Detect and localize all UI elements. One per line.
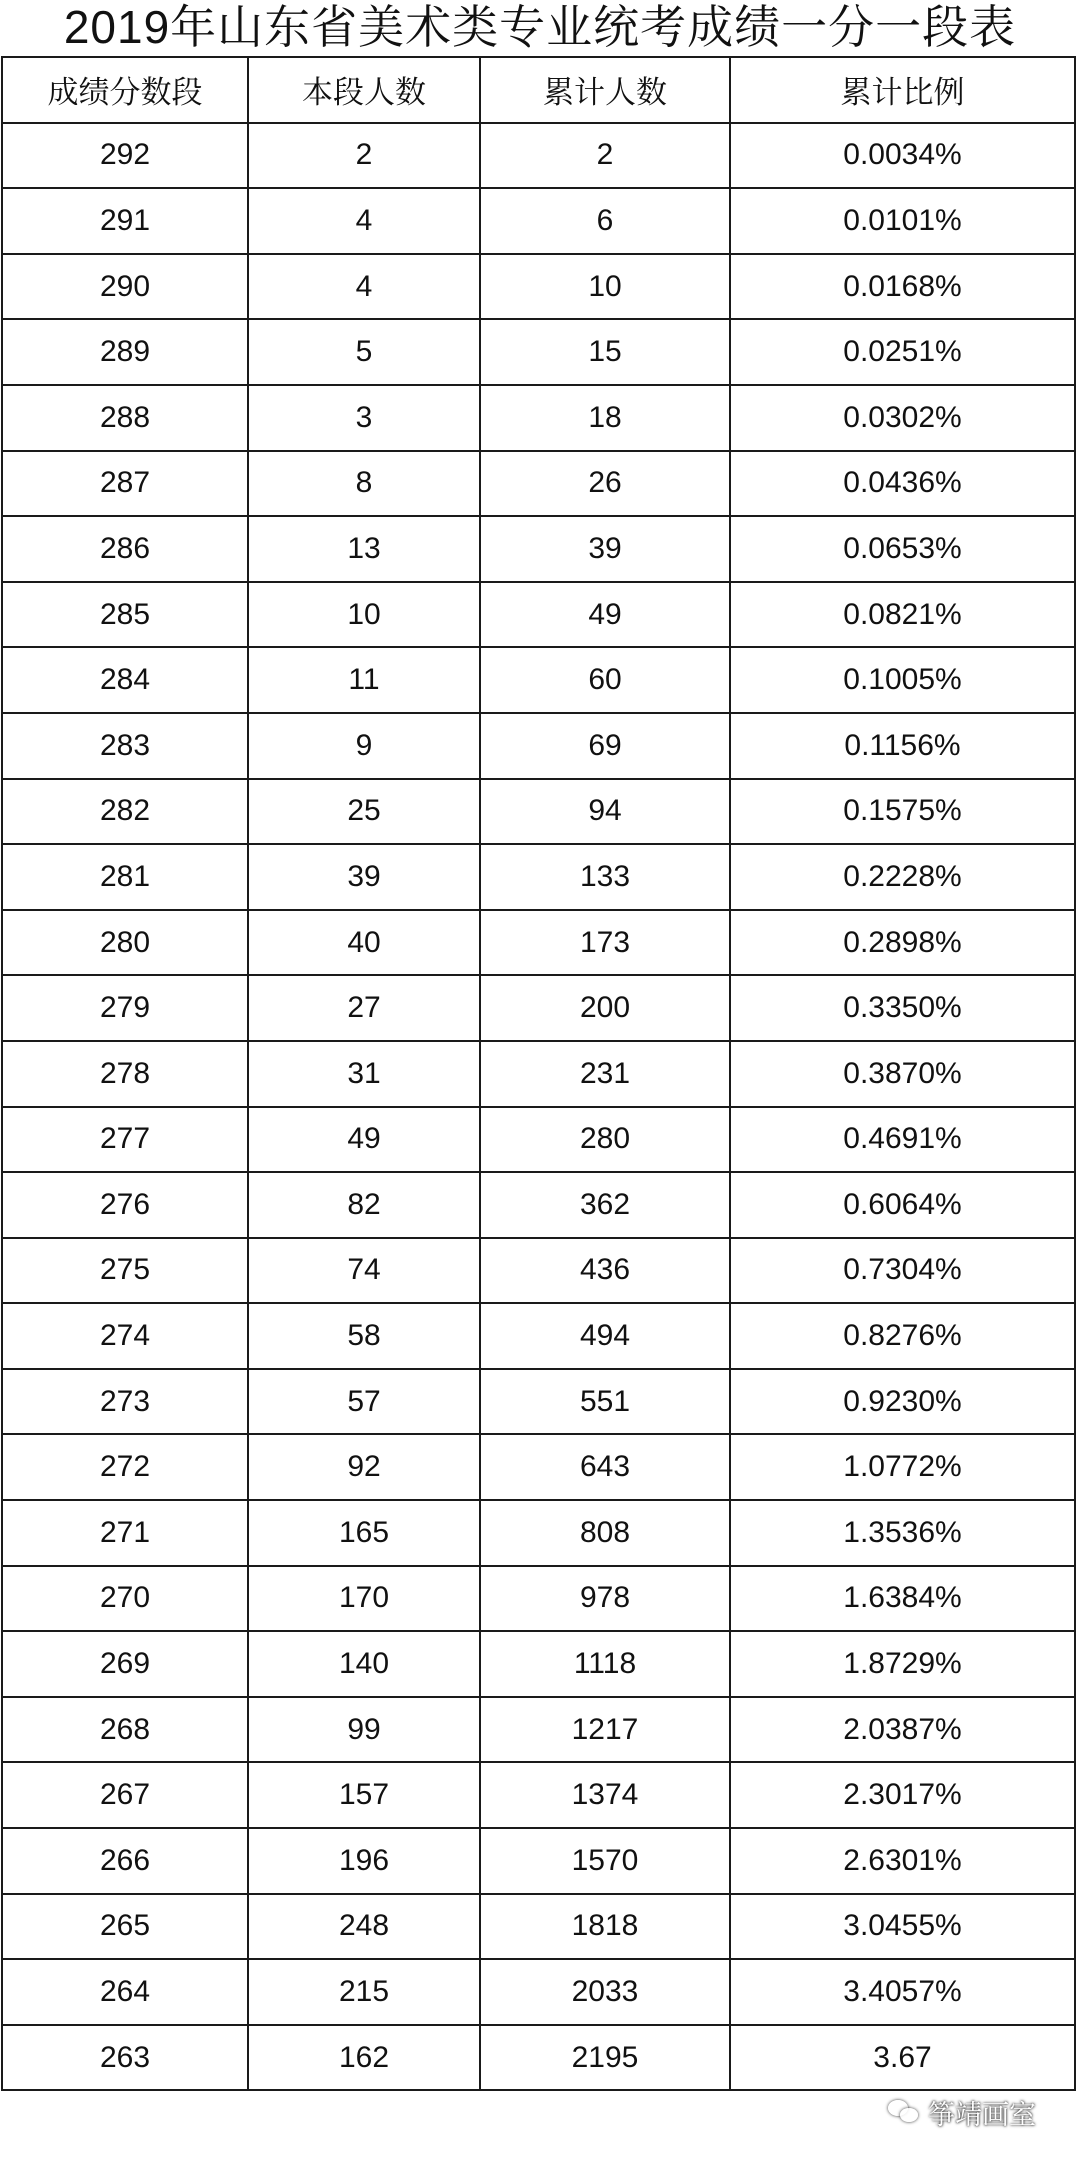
cell-segment-count: 170 bbox=[248, 1566, 480, 1632]
cell-cumulative-ratio: 0.0101% bbox=[730, 188, 1075, 254]
cell-segment-count: 10 bbox=[248, 582, 480, 648]
cell-cumulative-count: 10 bbox=[480, 254, 730, 320]
table-row bbox=[2, 1566, 1075, 1632]
cell-segment-count: 92 bbox=[248, 1434, 480, 1500]
cell-score: 285 bbox=[2, 582, 248, 648]
score-distribution-table bbox=[1, 56, 1076, 2091]
cell-cumulative-ratio: 0.3870% bbox=[730, 1041, 1075, 1107]
cell-segment-count: 82 bbox=[248, 1172, 480, 1238]
cell-cumulative-ratio: 1.3536% bbox=[730, 1500, 1075, 1566]
table-row bbox=[2, 1172, 1075, 1238]
cell-segment-count: 40 bbox=[248, 910, 480, 976]
cell-cumulative-count: 551 bbox=[480, 1369, 730, 1435]
cell-cumulative-ratio: 1.6384% bbox=[730, 1566, 1075, 1632]
cell-cumulative-count: 643 bbox=[480, 1434, 730, 1500]
header-row bbox=[2, 57, 1075, 123]
table-row bbox=[2, 1500, 1075, 1566]
cell-cumulative-ratio: 0.9230% bbox=[730, 1369, 1075, 1435]
cell-score: 291 bbox=[2, 188, 248, 254]
cell-cumulative-ratio: 3.0455% bbox=[730, 1894, 1075, 1960]
cell-cumulative-count: 1217 bbox=[480, 1697, 730, 1763]
cell-score: 277 bbox=[2, 1107, 248, 1173]
table-row bbox=[2, 975, 1075, 1041]
table-row bbox=[2, 844, 1075, 910]
cell-cumulative-ratio: 1.0772% bbox=[730, 1434, 1075, 1500]
cell-cumulative-count: 362 bbox=[480, 1172, 730, 1238]
cell-score: 288 bbox=[2, 385, 248, 451]
cell-score: 281 bbox=[2, 844, 248, 910]
cell-cumulative-count: 1374 bbox=[480, 1762, 730, 1828]
cell-segment-count: 57 bbox=[248, 1369, 480, 1435]
cell-cumulative-count: 231 bbox=[480, 1041, 730, 1107]
cell-segment-count: 162 bbox=[248, 2025, 480, 2091]
table-row bbox=[2, 1303, 1075, 1369]
cell-cumulative-count: 15 bbox=[480, 319, 730, 385]
table-row bbox=[2, 1631, 1075, 1697]
cell-cumulative-ratio: 0.0302% bbox=[730, 385, 1075, 451]
cell-score: 283 bbox=[2, 713, 248, 779]
cell-cumulative-count: 1570 bbox=[480, 1828, 730, 1894]
table-row bbox=[2, 779, 1075, 845]
cell-cumulative-ratio: 0.0821% bbox=[730, 582, 1075, 648]
table-row bbox=[2, 385, 1075, 451]
cell-score: 273 bbox=[2, 1369, 248, 1435]
cell-cumulative-ratio: 0.7304% bbox=[730, 1238, 1075, 1304]
cell-score: 276 bbox=[2, 1172, 248, 1238]
cell-cumulative-count: 978 bbox=[480, 1566, 730, 1632]
cell-score: 274 bbox=[2, 1303, 248, 1369]
cell-segment-count: 31 bbox=[248, 1041, 480, 1107]
table-row bbox=[2, 451, 1075, 517]
cell-cumulative-ratio: 0.0653% bbox=[730, 516, 1075, 582]
cell-cumulative-count: 808 bbox=[480, 1500, 730, 1566]
cell-score: 282 bbox=[2, 779, 248, 845]
cell-segment-count: 4 bbox=[248, 188, 480, 254]
cell-cumulative-ratio: 0.0251% bbox=[730, 319, 1075, 385]
cell-score: 263 bbox=[2, 2025, 248, 2091]
table-row bbox=[2, 713, 1075, 779]
cell-cumulative-count: 173 bbox=[480, 910, 730, 976]
table-row bbox=[2, 582, 1075, 648]
cell-cumulative-ratio: 0.0436% bbox=[730, 451, 1075, 517]
table-row bbox=[2, 319, 1075, 385]
table-row bbox=[2, 188, 1075, 254]
cell-cumulative-count: 133 bbox=[480, 844, 730, 910]
cell-segment-count: 9 bbox=[248, 713, 480, 779]
cell-cumulative-ratio: 0.2898% bbox=[730, 910, 1075, 976]
cell-segment-count: 25 bbox=[248, 779, 480, 845]
cell-score: 292 bbox=[2, 123, 248, 189]
cell-score: 287 bbox=[2, 451, 248, 517]
cell-cumulative-count: 39 bbox=[480, 516, 730, 582]
cell-cumulative-ratio: 3.67 bbox=[730, 2025, 1075, 2091]
table-row bbox=[2, 123, 1075, 189]
cell-cumulative-ratio: 0.4691% bbox=[730, 1107, 1075, 1173]
cell-segment-count: 140 bbox=[248, 1631, 480, 1697]
cell-score: 286 bbox=[2, 516, 248, 582]
cell-score: 284 bbox=[2, 647, 248, 713]
cell-score: 272 bbox=[2, 1434, 248, 1500]
cell-segment-count: 3 bbox=[248, 385, 480, 451]
table-row bbox=[2, 1828, 1075, 1894]
cell-cumulative-ratio: 2.6301% bbox=[730, 1828, 1075, 1894]
cell-cumulative-ratio: 0.3350% bbox=[730, 975, 1075, 1041]
cell-cumulative-count: 18 bbox=[480, 385, 730, 451]
watermark bbox=[880, 2092, 1044, 2132]
table-row bbox=[2, 1762, 1075, 1828]
cell-score: 271 bbox=[2, 1500, 248, 1566]
cell-segment-count: 2 bbox=[248, 123, 480, 189]
cell-cumulative-ratio: 1.8729% bbox=[730, 1631, 1075, 1697]
cell-cumulative-ratio: 0.1005% bbox=[730, 647, 1075, 713]
table-row bbox=[2, 1697, 1075, 1763]
cell-cumulative-count: 436 bbox=[480, 1238, 730, 1304]
cell-cumulative-count: 94 bbox=[480, 779, 730, 845]
cell-segment-count: 13 bbox=[248, 516, 480, 582]
cell-cumulative-ratio: 0.0034% bbox=[730, 123, 1075, 189]
table-row bbox=[2, 254, 1075, 320]
cell-score: 267 bbox=[2, 1762, 248, 1828]
table-row bbox=[2, 910, 1075, 976]
cell-cumulative-count: 200 bbox=[480, 975, 730, 1041]
cell-score: 278 bbox=[2, 1041, 248, 1107]
cell-cumulative-count: 2 bbox=[480, 123, 730, 189]
wechat-icon bbox=[888, 2098, 922, 2126]
cell-segment-count: 99 bbox=[248, 1697, 480, 1763]
cell-score: 279 bbox=[2, 975, 248, 1041]
cell-segment-count: 49 bbox=[248, 1107, 480, 1173]
cell-cumulative-ratio: 0.6064% bbox=[730, 1172, 1075, 1238]
cell-score: 266 bbox=[2, 1828, 248, 1894]
cell-segment-count: 39 bbox=[248, 844, 480, 910]
cell-score: 289 bbox=[2, 319, 248, 385]
header-score-range: 成绩分数段 bbox=[2, 57, 248, 123]
cell-cumulative-count: 1818 bbox=[480, 1894, 730, 1960]
cell-cumulative-ratio: 0.1575% bbox=[730, 779, 1075, 845]
cell-score: 269 bbox=[2, 1631, 248, 1697]
cell-cumulative-count: 494 bbox=[480, 1303, 730, 1369]
watermark-text: 筝靖画室 bbox=[928, 2099, 1036, 2130]
table-row bbox=[2, 1959, 1075, 2025]
cell-score: 265 bbox=[2, 1894, 248, 1960]
cell-cumulative-count: 6 bbox=[480, 188, 730, 254]
table-row bbox=[2, 1238, 1075, 1304]
table-row bbox=[2, 1107, 1075, 1173]
header-segment-count: 本段人数 bbox=[248, 57, 480, 123]
cell-segment-count: 11 bbox=[248, 647, 480, 713]
cell-score: 264 bbox=[2, 1959, 248, 2025]
cell-score: 275 bbox=[2, 1238, 248, 1304]
page-title: 2019年山东省美术类专业统考成绩一分一段表 bbox=[63, 1, 1017, 53]
cell-segment-count: 74 bbox=[248, 1238, 480, 1304]
cell-segment-count: 196 bbox=[248, 1828, 480, 1894]
cell-segment-count: 5 bbox=[248, 319, 480, 385]
table-row bbox=[2, 1434, 1075, 1500]
cell-score: 268 bbox=[2, 1697, 248, 1763]
cell-cumulative-ratio: 0.2228% bbox=[730, 844, 1075, 910]
cell-segment-count: 8 bbox=[248, 451, 480, 517]
cell-segment-count: 4 bbox=[248, 254, 480, 320]
cell-cumulative-count: 49 bbox=[480, 582, 730, 648]
cell-score: 280 bbox=[2, 910, 248, 976]
cell-cumulative-ratio: 0.1156% bbox=[730, 713, 1075, 779]
table-row bbox=[2, 1894, 1075, 1960]
header-cumulative-count: 累计人数 bbox=[480, 57, 730, 123]
cell-cumulative-ratio: 2.3017% bbox=[730, 1762, 1075, 1828]
cell-cumulative-ratio: 2.0387% bbox=[730, 1697, 1075, 1763]
cell-score: 270 bbox=[2, 1566, 248, 1632]
table-row bbox=[2, 1369, 1075, 1435]
cell-cumulative-count: 280 bbox=[480, 1107, 730, 1173]
cell-segment-count: 248 bbox=[248, 1894, 480, 1960]
cell-cumulative-ratio: 3.4057% bbox=[730, 1959, 1075, 2025]
cell-segment-count: 157 bbox=[248, 1762, 480, 1828]
cell-score: 290 bbox=[2, 254, 248, 320]
cell-segment-count: 27 bbox=[248, 975, 480, 1041]
cell-cumulative-count: 2033 bbox=[480, 1959, 730, 2025]
cell-segment-count: 215 bbox=[248, 1959, 480, 2025]
cell-cumulative-ratio: 0.8276% bbox=[730, 1303, 1075, 1369]
table-body bbox=[2, 123, 1075, 2091]
table-row bbox=[2, 1041, 1075, 1107]
cell-cumulative-count: 1118 bbox=[480, 1631, 730, 1697]
table-row bbox=[2, 647, 1075, 713]
cell-cumulative-count: 60 bbox=[480, 647, 730, 713]
cell-cumulative-count: 69 bbox=[480, 713, 730, 779]
cell-segment-count: 58 bbox=[248, 1303, 480, 1369]
header-cumulative-ratio: 累计比例 bbox=[730, 57, 1075, 123]
cell-cumulative-ratio: 0.0168% bbox=[730, 254, 1075, 320]
table-row bbox=[2, 2025, 1075, 2091]
cell-segment-count: 165 bbox=[248, 1500, 480, 1566]
table-row bbox=[2, 516, 1075, 582]
table-header bbox=[2, 57, 1075, 123]
cell-cumulative-count: 2195 bbox=[480, 2025, 730, 2091]
cell-cumulative-count: 26 bbox=[480, 451, 730, 517]
